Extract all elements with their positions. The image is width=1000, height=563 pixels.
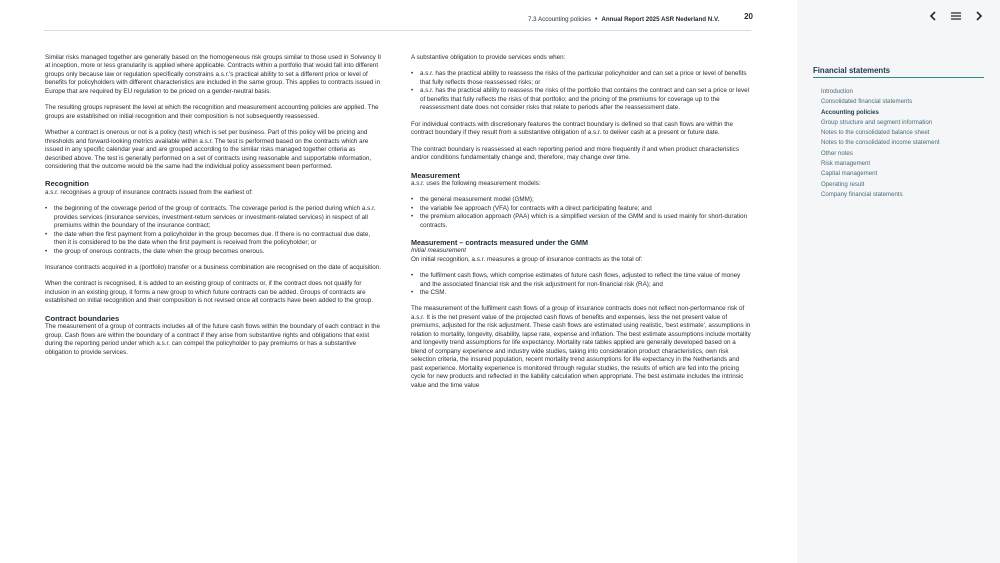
menu-icon[interactable]: [949, 9, 963, 23]
list-item: • the fulfilment cash flows, which comprise estimates of future cash flows, adjusted to reflect the time value of money and the associated financial risk and the risk adjustment for non-financial risk (RA); and: [420, 272, 752, 289]
gmm-heading: Measurement – contracts measured under the GMM: [411, 238, 588, 248]
list-item: • the general measurement model (GMM);: [420, 196, 752, 204]
sidebar-item-accounting-policies[interactable]: Accounting policies: [821, 108, 879, 116]
contract-boundaries-heading: Contract boundaries: [45, 313, 120, 323]
paragraph: The measurement of the fulfilment cash flows of a group of insurance contracts does not reflect non-performance risk of a.s.r. It is the net present value of the projected cash flows of benefits and expenses, less the net present value of premiums, adjusted for the risk adjustment. These cash flows are estimated using realistic, 'best estimate', assumptions in relation to mortality, longevity, disability, lapse rate, expense and inflation. The best estimate assumptions include mortality and longevity trend assumptions for life expectancy. Mortality rate tables applied are generally developed based on a blend of company experience and industry wide studies, taking into consideration product characteristics, own risk selection criteria, the insured population, recent mortality trend assumptions for life expectancy in the Netherlands and past experience. Mortality experience is monitored through regular studies, the results of which are fed into the pricing cycle for new products and reflected in the liability calculation when appropriate. The best estimate includes the intrinsic value and the time value: [411, 305, 751, 389]
gmm-list: [420, 272, 752, 297]
paragraph: The measurement of a group of contracts includes all of the future cash flows within the boundary of each contract in the group. Cash flows are within the boundary of a contract if they arise from substantive rights and obligations that exist during the reporting period under which a.s.r. can compel the policyholder to pay premiums or has a substantive obligation to provide services.: [45, 323, 380, 356]
sidebar-item-company-financial-statements[interactable]: Company financial statements: [821, 190, 903, 198]
paragraph: The resulting groups represent the level at which the recognition and measurement accounting policies are applied. The groups are established on initial recognition and their composition is not subsequently reassessed.: [45, 104, 379, 120]
paragraph: For individual contracts with discretionary features the contract boundary is defined so that cash flows are within the contract boundary if they result from a substantive obligation of a.s.r. to deliver cash at a present or future date.: [411, 120, 734, 137]
sidebar-nav: [821, 87, 986, 200]
gmm-intro: On initial recognition, a.s.r. measures a group of insurance contracts as the total of:: [411, 255, 643, 263]
paragraph: Insurance contracts acquired in a (portfolio) transfer or a business combination are recognised on the date of acquisition.: [45, 264, 382, 272]
paragraph: Whether a contract is onerous or not is a policy (test) which is set per business. Part of this policy will be pricing and thresholds and forward-looking metrics available within a.s.r. The test is performed based on the contracts which are issued in any specific calendar year and are grouped according to the similar risks managed together criteria as described above. The test is generally performed on a set of contracts using reasonable and supportable information, considering that the outcome would be the same had the individual policy assessment been performed.: [45, 129, 372, 170]
sidebar-item-introduction[interactable]: Introduction: [821, 88, 853, 95]
list-item: • a.s.r. has the practical ability to reassess the risks of the portfolio that contains the contract and can set a price or level of benefits that fully reflects the risks of that portfolio; and the pricing of the premiums for coverage up to the reassessment date does not consider risks that relate to periods after the reassessment date.: [420, 87, 752, 112]
header-divider: [44, 30, 751, 31]
list-item: • the variable fee approach (VFA) for contracts with a direct participating feature; and: [420, 205, 752, 213]
measurement-heading: Measurement: [411, 170, 460, 180]
sidebar-item-notes-balance-sheet[interactable]: Notes to the consolidated balance sheet: [821, 129, 930, 137]
recognition-heading: Recognition: [45, 179, 89, 189]
paragraph: When the contract is recognised, it is added to an existing group of contracts or, if the contract does not qualify for inclusion in an existing group, it forms a new group to which future contracts can be added. Groups of contracts are established on initial recognition and their composition is not revised once all contracts have been added to the group.: [45, 280, 373, 305]
paragraph: The contract boundary is reassessed at each reporting period and more frequently if and when product characteristics and/or conditions fundamentally change and, therefore, may change over time.: [411, 145, 739, 162]
list-item: • a.s.r. has the practical ability to reassess the risks of the particular policyholder and can set a price or level of benefits that fully reflects those reassessed risks; or: [420, 70, 752, 87]
measurement-list: [420, 196, 752, 230]
page-navigation: [926, 9, 986, 23]
list-item: • the CSM.: [420, 289, 752, 297]
sidebar-item-operating-result[interactable]: Operating result: [821, 180, 865, 188]
header-separator: •: [594, 15, 598, 23]
recognition-list: [54, 205, 384, 256]
sidebar-item-notes-income-statement[interactable]: Notes to the consolidated income statement: [821, 139, 940, 147]
page-number: 20: [744, 12, 753, 21]
report-title: Annual Report 2025 ASR Nederland N.V.: [601, 15, 720, 23]
sidebar-panel: [797, 0, 1000, 563]
sidebar-item-capital-management[interactable]: Capital management: [821, 170, 878, 178]
page-header: [528, 13, 753, 25]
list-item: • the beginning of the coverage period of the group of contracts. The coverage period is the period during which a.s.r. provides services (insurance services, investment-return services or investment-related services) in respect of all premiums within the boundary of the insurance contract;: [54, 205, 384, 230]
sidebar-divider: [813, 77, 984, 78]
list-item: • the premium allocation approach (PAA) which is a simplified version of the GMM and is used mainly for short-duration contracts.: [420, 213, 752, 230]
obligation-intro: A substantive obligation to provide services ends when:: [411, 54, 566, 61]
chevron-left-icon[interactable]: [926, 9, 940, 23]
left-column: [45, 54, 384, 365]
list-item: • the group of onerous contracts, the date when the group becomes onerous.: [54, 248, 384, 256]
list-item: • the date when the first payment from a policyholder in the group becomes due. If there is no contractual due date, then it is considered to be the date when the first payment is received from the policyholder; or: [54, 231, 384, 248]
section-label[interactable]: 7.3 Accounting policies: [528, 15, 591, 23]
sidebar-item-other-notes[interactable]: Other notes: [821, 149, 853, 157]
sidebar-title[interactable]: Financial statements: [813, 66, 891, 75]
chevron-right-icon[interactable]: [972, 9, 986, 23]
sidebar-item-group-structure[interactable]: Group structure and segment information: [821, 118, 933, 126]
obligation-list: [420, 70, 752, 112]
sidebar-item-risk-management[interactable]: Risk management: [821, 160, 871, 168]
initial-measurement-subheading: Initial measurement: [411, 247, 466, 255]
measurement-intro: a.s.r. uses the following measurement models:: [411, 179, 541, 187]
sidebar-item-consolidated-financial-statements[interactable]: Consolidated financial statements: [821, 98, 913, 106]
recognition-intro: a.s.r. recognises a group of insurance contracts issued from the earliest of:: [45, 188, 253, 196]
right-column: [411, 54, 752, 398]
paragraph: Similar risks managed together are generally based on the homogeneous risk groups similar to those used in Solvency II at inception, more or less granularity is applied where applicable. Contracts within a portfolio that would fall into different groups only because law or regulation specifically constrains a.s.r.'s practical ability to set a different price or level of benefits for policyholders with different characteristics are included in the same group. This applies to contracts issued in Europe that are required by EU regulation to be priced on a gender-neutral basis.: [45, 54, 382, 95]
